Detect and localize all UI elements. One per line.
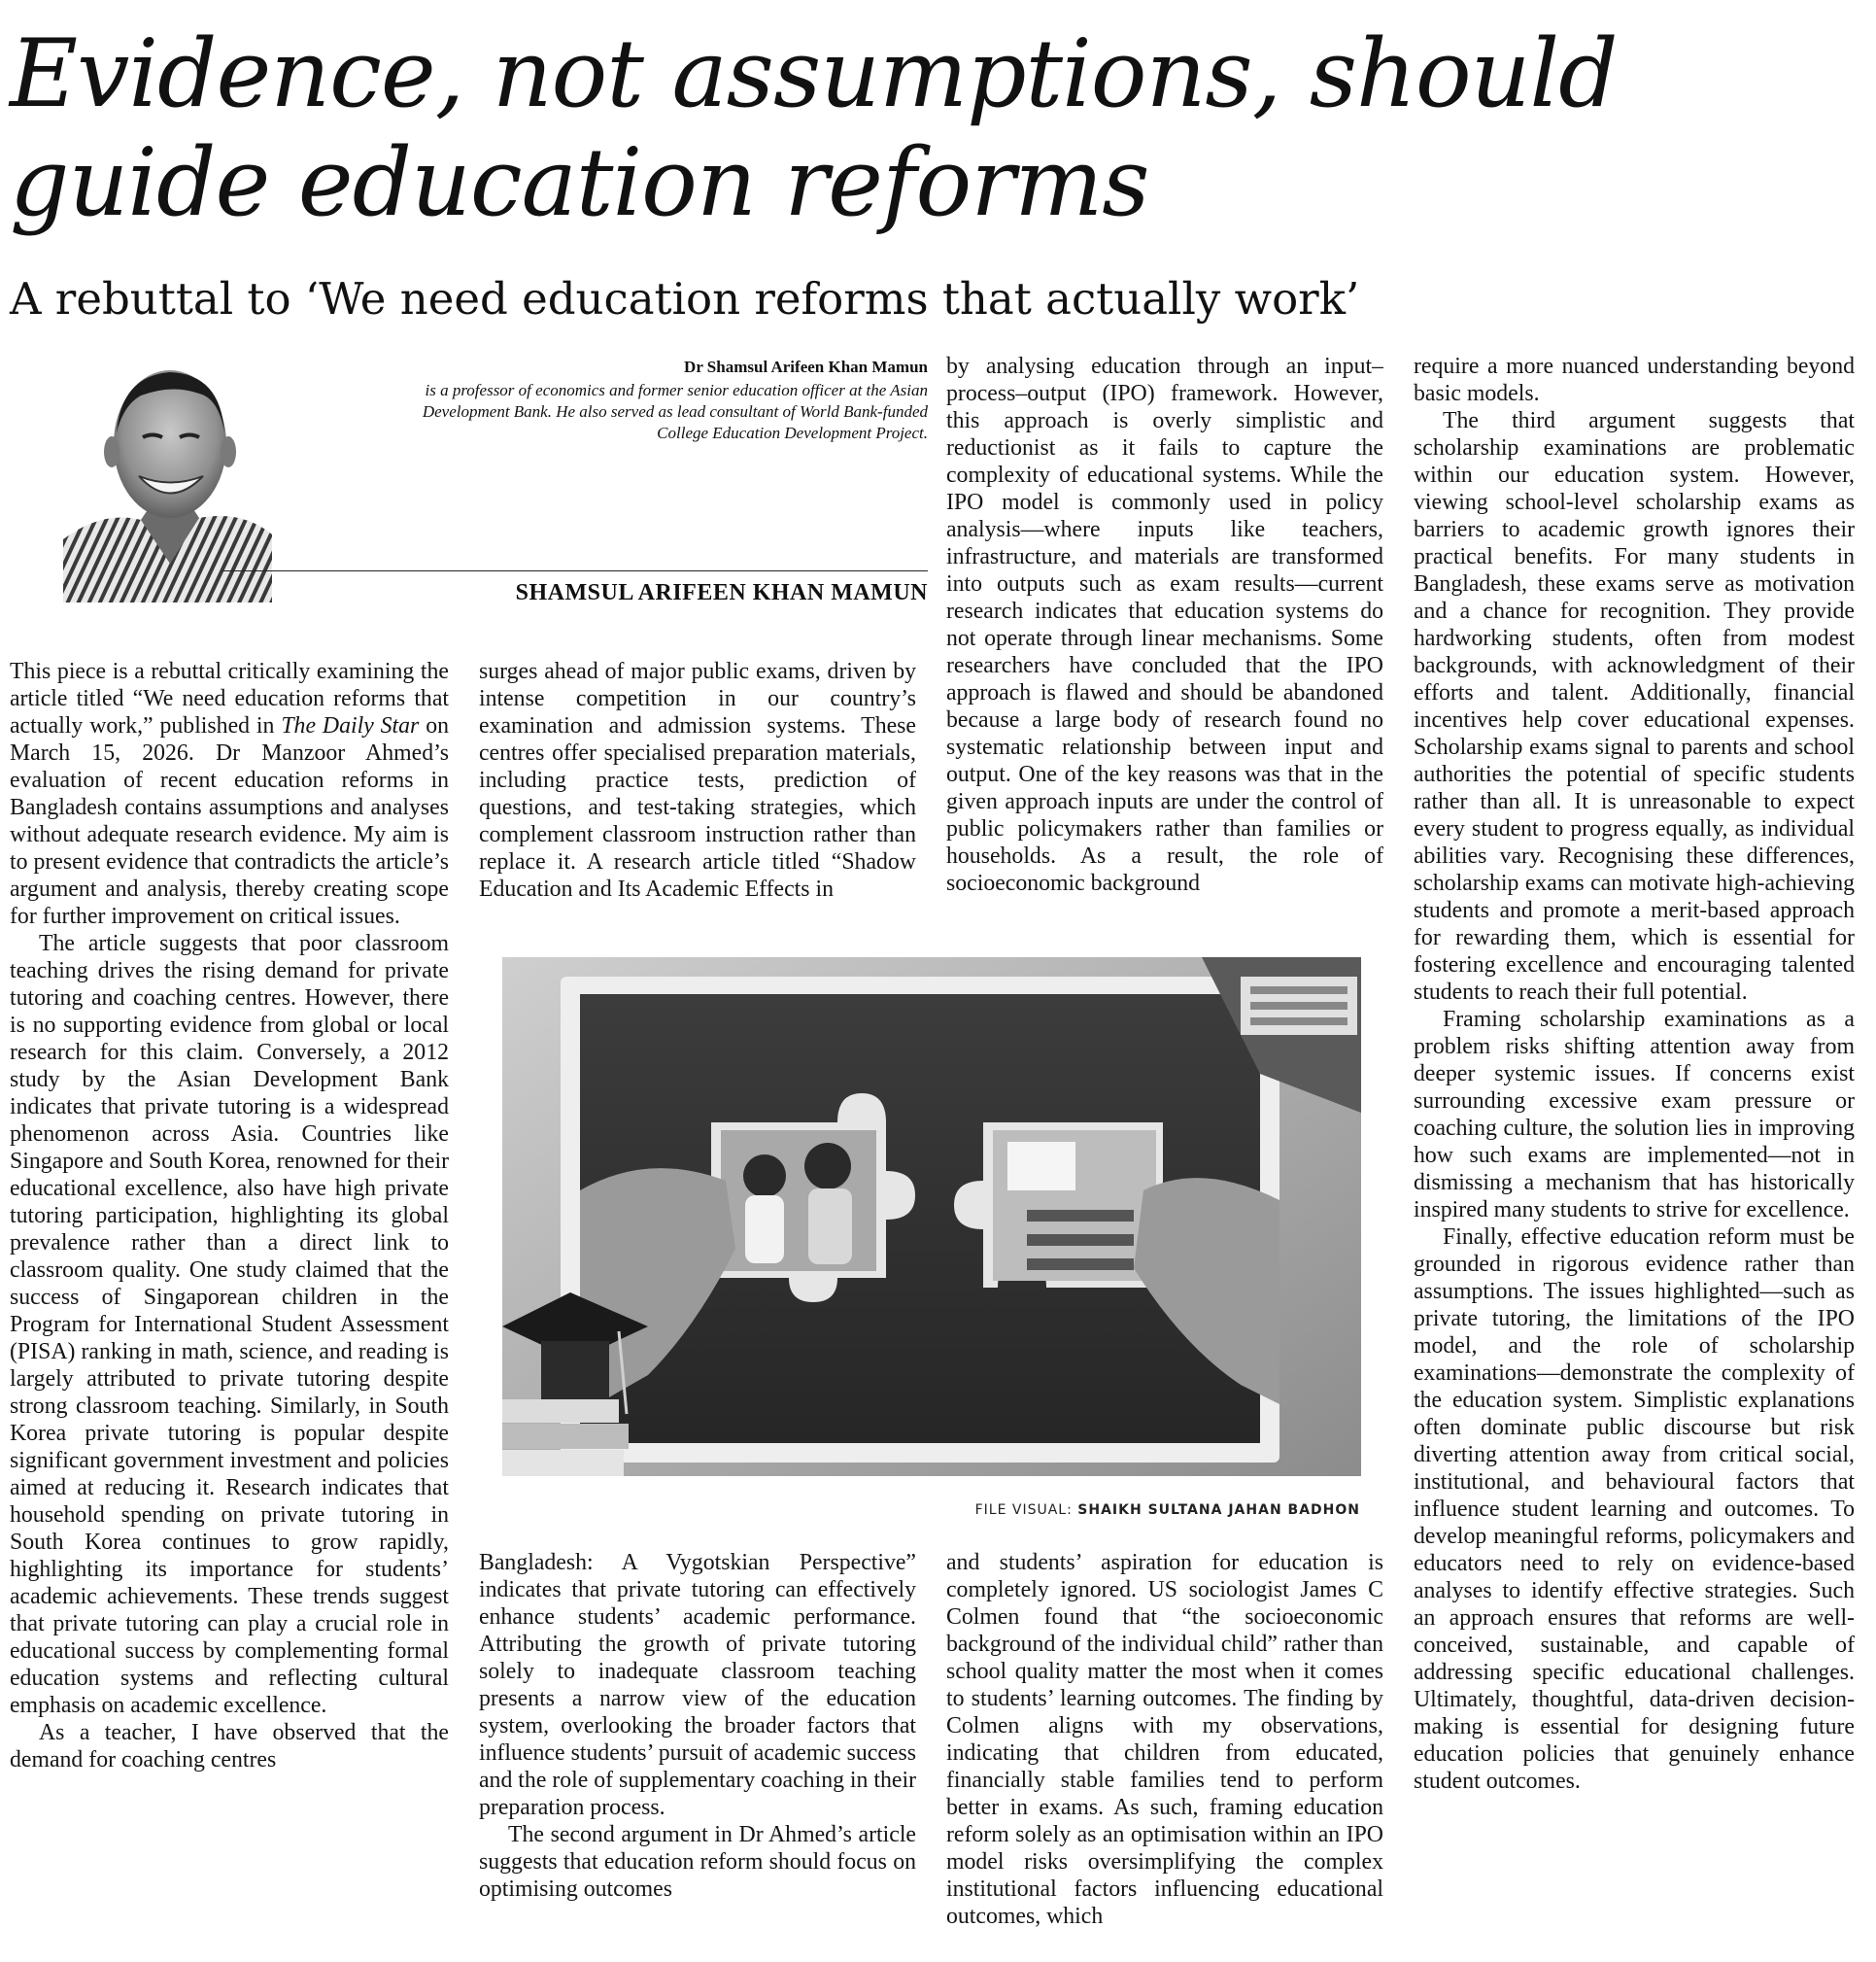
byline-rule — [223, 570, 928, 571]
author-bio: is a professor of economics and former senior education officer at the Asian Development Bank. He also served as lead consultant of World Bank-funded College Education Development Project. — [422, 381, 928, 442]
photo-credit-name: SHAIKH SULTANA JAHAN BADHON — [1077, 1502, 1360, 1518]
column-4 — [1414, 353, 1855, 1946]
newspaper-name: The Daily Star — [281, 713, 420, 739]
paragraph: As a teacher, I have observed that the demand for coaching centres — [10, 1720, 449, 1773]
paragraph: The article suggests that poor classroom teaching drives the rising demand for private tutoring and coaching centres. However, there is no supporting evidence from global or local research for this claim. Conversely, a 2012 study by the Asian Development Bank indicates that private tutoring is a widespread phenomenon across Asia. Countries like Singapore and South Korea, renowned for their educational excellence, also have high private tutoring participation, highlighting its global prevalence rather than a direct link to classroom quality. One study claimed that the success of Singaporean children in the Program for International Student Assessment (PISA) ranking in math, science, and reading is largely attributed to private tutoring despite strong classroom teaching. Similarly, in South Korea private tutoring is popular despite significant government investment and policies aimed at reducing it. Research indicates that household spending on private tutoring in South Korea continues to grow rapidly, highlighting its importance for students’ academic achievements. These trends suggest that private tutoring can play a crucial role in educational success by complementing formal education systems and reflecting cultural emphasis on academic excellence. — [10, 931, 449, 1718]
paragraph: Bangladesh: A Vygotskian Perspective” indicates that private tutoring can effectively enhance students’ academic performance. Attributing the growth of private tutoring solely to inadequate classroom teaching presents a narrow view of the education system, overlooking the broader factors that influence students’ pursuit of academic success and the role of supplementary coaching in their preparation process. — [479, 1550, 916, 1820]
paragraph: The third argument suggests that scholarship examinations are problematic within our education system. However, viewing school-level scholarship exams as barriers to academic growth ignores their practical benefits. For many students in Bangladesh, these exams serve as motivation and a chance for recognition. They provide hardworking students, often from modest backgrounds, with acknowledgment of their efforts and talent. Additionally, financial incentives help cover educational expenses. Scholarship exams signal to parents and school authorities the potential of specific students rather than all. It is unreasonable to expect every student to progress equally, as individual abilities vary. Recognising these differences, scholarship exams can motivate high-achieving students and promote a merit-based approach for rewarding them, which is essential for fostering excellence and encouraging talented students to reach their full potential. — [1414, 408, 1855, 1005]
headline: Evidence, not assumptions, should guide education reforms — [10, 19, 1618, 237]
paragraph: by analysing education through an input–process–output (IPO) framework. However, this approach is overly simplistic and reductionist as it fails to capture the complexity of educational systems. While the IPO model is commonly used in policy analysis—where inputs like teachers, infrastructure, and materials are transformed into outputs such as exam results—current research indicates that education systems do not operate through linear mechanisms. Some researchers have concluded that the IPO approach is flawed and should be abandoned because a large body of research found no systematic relationship between input and output. One of the key reasons was that in the given approach inputs are under the control of public policymakers rather than families or households. As a result, the role of socioeconomic background — [946, 354, 1383, 896]
subheadline: A rebuttal to ‘We need education reforms that actually work’ — [10, 273, 1360, 325]
column-3-bottom — [946, 1549, 1383, 1947]
paragraph: surges ahead of major public exams, driven by intense competition in our country’s examination and admission systems. These centres offer specialised preparation materials, including practice tests, prediction of questions, and test-taking strategies, which complement classroom instruction rather than replace it. A research article titled “Shadow Education and Its Academic Effects in — [479, 659, 916, 902]
paragraph-text: on March 15, 2026. Dr Manzoor Ahmed’s evaluation of recent education reforms in Bangladesh contains assumptions and analyses without adequate research evidence. My aim is to present evidence that contradicts the article’s argument and analysis, thereby creating scope for further improvement on critical issues. — [10, 713, 449, 929]
paragraph — [10, 658, 449, 930]
paragraph: require a more nuanced understanding beyond basic models. — [1414, 354, 1855, 406]
author-photo — [63, 355, 272, 602]
file-visual-photo — [502, 957, 1361, 1476]
column-2-bottom — [479, 1549, 916, 1947]
photo-credit-label: FILE VISUAL: — [974, 1502, 1073, 1518]
byline: SHAMSUL ARIFEEN KHAN MAMUN — [515, 580, 928, 605]
paragraph-text: This piece is a rebuttal critically examining the article titled “We need education reforms that actually work,” published in — [10, 659, 449, 739]
paragraph: Framing scholarship examinations as a problem risks shifting attention away from deeper systemic issues. If concerns exist surrounding excessive exam pressure or coaching culture, the solution lies in improving how such exams are implemented—not in dismissing a mechanism that has historically inspired many students to strive for excellence. — [1414, 1007, 1855, 1222]
paragraph: and students’ aspiration for education is completely ignored. US sociologist James C Colmen found that “the socioeconomic background of the individual child” rather than school quality matter the most when it comes to students’ learning outcomes. The finding by Colmen aligns with my observations, indicating that children from educated, financially stable families tend to perform better in exams. As such, framing education reform solely as an optimisation within an IPO model risks oversimplifying the complex institutional factors influencing educational outcomes, which — [946, 1550, 1383, 1929]
paragraph: Finally, effective education reform must be grounded in rigorous evidence rather than assumptions. The issues highlighted—such as private tutoring, the limitations of the IPO model, and the role of scholarship examinations—demonstrate the complexity of the education system. Simplistic explanations often dominate public discourse but risk diverting attention away from critical social, institutional, and behavioural factors that influence student learning and outcomes. To develop meaningful reforms, policymakers and educators need to rely on evidence-based analyses to identify effective strategies. Such an approach ensures that reforms are well-conceived, sustainable, and capable of addressing specific educational challenges. Ultimately, thoughtful, data-driven decision-making is essential for designing future education policies that genuinely enhance student outcomes. — [1414, 1224, 1855, 1794]
column-2-top — [479, 658, 916, 935]
photo-credit — [874, 1502, 1360, 1518]
author-block — [10, 345, 928, 612]
column-3-top — [946, 353, 1383, 936]
paragraph: The second argument in Dr Ahmed’s article suggests that education reform should focus on optimising outcomes — [479, 1822, 916, 1902]
column-1 — [10, 658, 449, 1945]
author-name: Dr Shamsul Arifeen Khan Mamun — [684, 358, 928, 376]
